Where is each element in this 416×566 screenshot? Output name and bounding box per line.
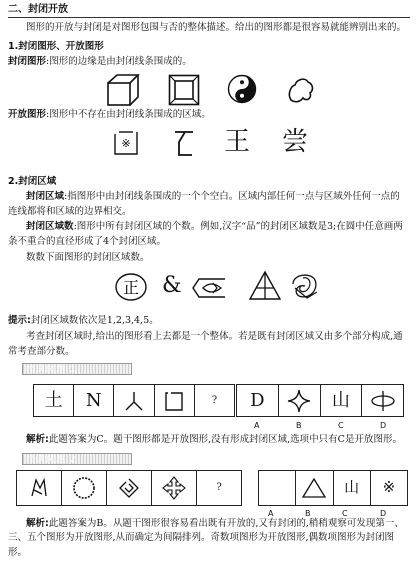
closed-region-desc: :指图形中由封闭线条围成的一个个空白。区域内部任何一点与区域外任何一点的连线都将和区域的边界相交。 bbox=[8, 191, 400, 217]
divider bbox=[8, 17, 410, 18]
example-2-banner: 经典例题 2 bbox=[22, 453, 132, 465]
triangle-figure bbox=[301, 477, 327, 499]
intro-paragraph: 图形的开放与封闭是对图形包围与否的整体描述。给出的图形都是很容易就能辨别出来的。 bbox=[26, 22, 407, 33]
example-1-banner: 经典例题 1 bbox=[22, 363, 132, 375]
closed-region-definition bbox=[8, 190, 408, 219]
crossed-ellipse-figure bbox=[370, 390, 396, 412]
nested-square-figure bbox=[168, 74, 200, 106]
open-figure-desc: :图形中不存在由封闭线条围成的区域。 bbox=[46, 109, 211, 120]
open-figure-label: 开放图形 bbox=[8, 109, 47, 120]
question-cell-1 bbox=[17, 471, 62, 505]
closed-figure-definition bbox=[8, 55, 408, 70]
question-cell-2: N bbox=[74, 385, 114, 416]
option-cell-d: ※ bbox=[382, 478, 396, 497]
question-cell-2 bbox=[62, 471, 107, 505]
open-square-star-figure bbox=[113, 130, 139, 156]
question-cell-4 bbox=[155, 385, 195, 416]
option-letter-a: A bbox=[254, 421, 260, 430]
beaded-circle-figure bbox=[71, 475, 97, 501]
option-letter-c: C bbox=[338, 421, 344, 430]
option-cell-d bbox=[362, 385, 403, 416]
arrow-cross-figure bbox=[161, 475, 187, 501]
task-text: 数数下面图形的封闭区域数。 bbox=[26, 252, 150, 263]
analysis-label: 解析: bbox=[26, 518, 49, 529]
subheading-1: 1.封闭图形、开放图形 bbox=[8, 41, 104, 52]
cube-figure bbox=[106, 73, 140, 107]
circled-zheng-char: 正 bbox=[122, 278, 140, 297]
open-square-figure bbox=[163, 390, 185, 412]
option-cell-a: D bbox=[237, 385, 279, 416]
chang-char-figure: 尝 bbox=[282, 127, 309, 157]
option-cell-b bbox=[279, 385, 321, 416]
example-2-options-grid bbox=[258, 470, 408, 506]
swirl-figure bbox=[289, 268, 323, 304]
option-cell-a bbox=[259, 471, 296, 505]
option-cell-b bbox=[296, 471, 333, 505]
yin-yang-figure bbox=[227, 74, 257, 104]
hint bbox=[8, 314, 408, 329]
region-count-label: 封闭区域数 bbox=[26, 221, 74, 232]
analysis-text: 此题答案为B。从题干图形很容易看出既有开放的,又有封闭的,稍稍观察可发现第一、三、五个图形为开放图形,从而确定为间隔排列。奇数项图形为开放图形,偶数项图形为封闭图形。 bbox=[8, 518, 404, 558]
option-letter-d: D bbox=[380, 421, 387, 430]
option-cell-c: 山 bbox=[334, 471, 371, 505]
option-letter-a: A bbox=[268, 509, 274, 518]
svg-text:※: ※ bbox=[121, 137, 131, 150]
question-cell-3 bbox=[114, 385, 154, 416]
y-shape-figure bbox=[123, 390, 145, 412]
analysis-label: 解析: bbox=[26, 434, 49, 445]
question-cell-3 bbox=[107, 471, 152, 505]
option-letter-d: D bbox=[380, 509, 387, 518]
region-count-definition bbox=[8, 220, 408, 249]
ampersand-figure: & bbox=[162, 273, 182, 298]
question-cell-5: ? bbox=[216, 482, 222, 494]
circled-zheng-figure bbox=[114, 272, 148, 302]
open-figure-definition bbox=[8, 108, 408, 123]
wang-char-figure: 王 bbox=[224, 127, 251, 157]
closed-figure-desc: :图形的边缘是由封闭线条围成的。 bbox=[46, 56, 192, 67]
hint-label: 提示: bbox=[8, 315, 31, 326]
option-cell-c: 山 bbox=[321, 385, 363, 416]
note-text: 考查封闭区域时,给出的图形看上去都是一个整体。若是既有封闭区域又由多个部分构成,通常考查部分数。 bbox=[8, 331, 403, 357]
hint-text: 封闭区域数依次是1,2,3,4,5。 bbox=[30, 315, 159, 326]
open-spiral-figure bbox=[116, 475, 142, 501]
closed-figure-label: 封闭图形 bbox=[8, 56, 47, 67]
subheading-2: 2.封闭区域 bbox=[8, 176, 57, 187]
example-1-options-grid bbox=[236, 384, 404, 417]
closed-region-label: 封闭区域 bbox=[26, 191, 65, 202]
example-1-analysis bbox=[8, 433, 408, 448]
region-count-desc: :图形中所有封闭区域的个数。例如,汉字“品”的封闭区域数是3;在圆中任意画两条不重合的直径形成了4个封闭区域。 bbox=[8, 221, 403, 247]
option-letter-b: B bbox=[305, 509, 311, 518]
four-point-star-figure bbox=[287, 389, 311, 413]
example-1-question-grid bbox=[33, 384, 235, 417]
open-scribble-figure bbox=[28, 476, 50, 500]
section-title: 二、封闭开放 bbox=[8, 4, 68, 15]
option-letter-c: C bbox=[342, 509, 348, 518]
example-2-question-grid bbox=[16, 470, 242, 506]
analysis-text: 此题答案为C。题干图形都是开放图形,没有形成封闭区域,选项中只有C是开放图形。 bbox=[48, 434, 402, 445]
question-cell-5: ? bbox=[211, 394, 218, 406]
blob-figure bbox=[285, 76, 315, 104]
divided-triangle-figure bbox=[248, 270, 282, 302]
hook-figure bbox=[173, 128, 195, 158]
question-cell-1: 土 bbox=[34, 385, 74, 416]
arrow-eye-figure bbox=[191, 277, 227, 299]
example-2-analysis bbox=[8, 517, 408, 560]
question-cell-4 bbox=[152, 471, 197, 505]
option-letter-b: B bbox=[296, 421, 302, 430]
